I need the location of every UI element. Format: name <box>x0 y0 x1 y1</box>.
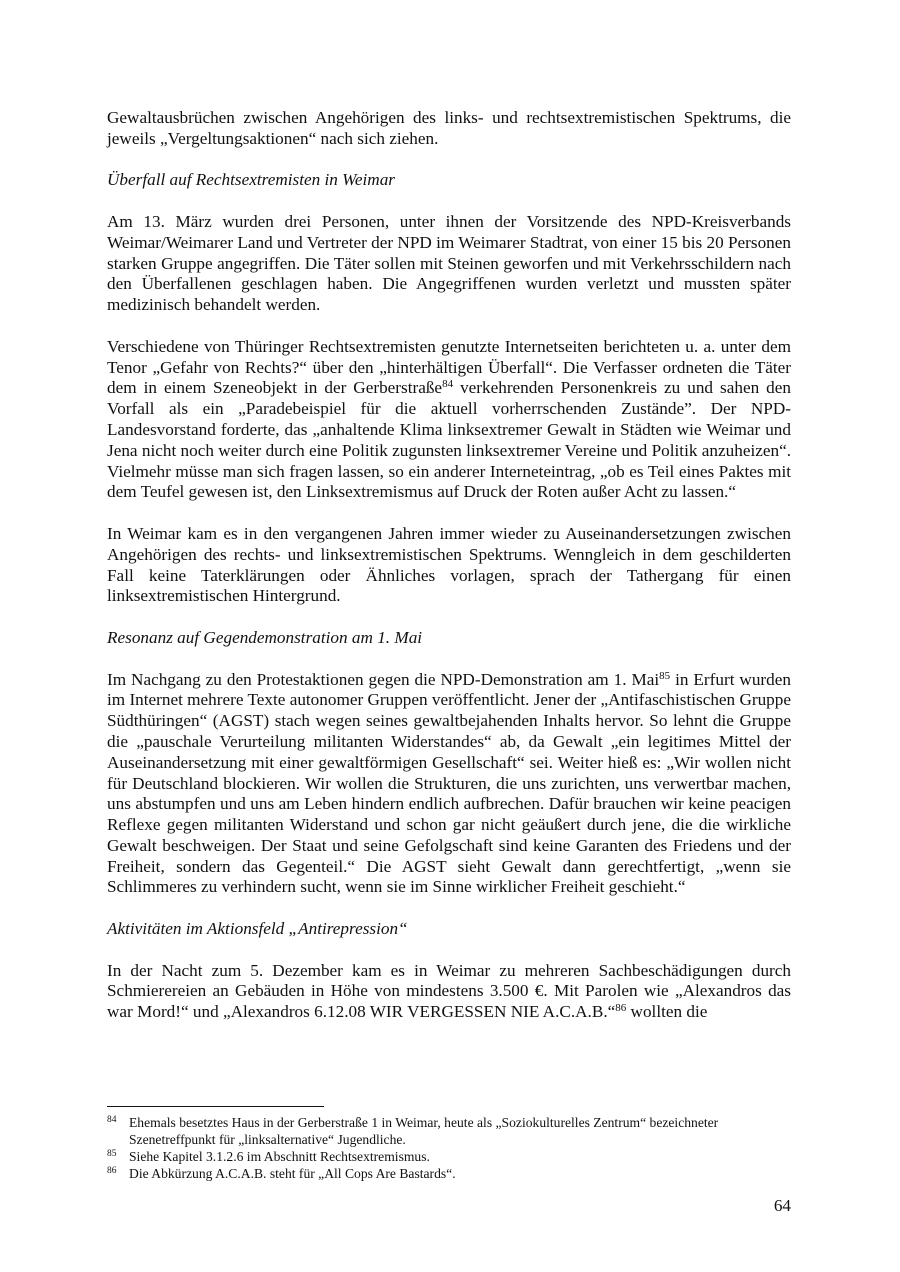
paragraph-property-damage <box>107 961 791 1023</box>
footnote-text: Die Abkürzung A.C.A.B. steht für „All Cops Are Bastards“. <box>129 1166 456 1181</box>
section-heading-resonanz: Resonanz auf Gegendemonstration am 1. Mai <box>107 627 423 647</box>
paragraph-text: In der Nacht zum 5. Dezember kam es in Weimar zu mehreren Sachbeschädigungen durch Schmierereien an Gebäuden in Höhe von mindestens 3.500 €. Mit Parolen wie „Alexandros das war Mord!“ und „Alexandros 6.12.08 WIR VERGESSEN NIE A.C.A.B.“ <box>107 960 791 1022</box>
paragraph-text: verkehrenden Personenkreis zu und sahen den Vorfall als ein „Paradebeispiel für die aktuell vorherrschenden Zustände”. Der NPD-Landesvorstand forderte, das „anhaltende Klima linksextremer Gewalt in Städten wie Weimar und Jena nicht noch weiter durch eine Politik zugunsten linksextremer Vereine und Politik anzuheizen“. Vielmehr müsse man sich fragen lassen, so ein anderer Interneteintrag, „ob es Teil eines Paktes mit dem Teufel gewesen ist, den Linksextremismus auf Druck der Roten außer Acht zu lassen.“ <box>107 378 791 502</box>
footnote-ref-84: 84 <box>442 378 454 391</box>
paragraph-text: Im Nachgang zu den Protestaktionen gegen die NPD-Demonstration am 1. Mai <box>107 669 660 689</box>
footnote-divider <box>107 1106 324 1107</box>
footnote-ref-86: 86 <box>615 1002 627 1015</box>
paragraph-internet-reaction <box>107 337 791 503</box>
footnote-ref-85: 85 <box>659 669 671 682</box>
footnote-text: Ehemals besetztes Haus in der Gerberstraße 1 in Weimar, heute als „Soziokulturelles Zentrum“ bezeichneter Szenetreffpunkt für „linksalternative“ Jugendliche. <box>129 1115 719 1147</box>
paragraph-text: wollten die <box>626 1002 708 1022</box>
paragraph-text: in Erfurt wurden im Internet mehrere Texte autonomer Gruppen veröffentlicht. Jener der „Antifaschistischen Gruppe Südthüringen“ (AGST) stach wegen seines gewaltbejahenden Inhalts hervor. So lehnt die Gruppe die „pauschale Verurteilung militanten Widerstandes“ ab, da Gewalt „ein legitimes Mittel der Auseinandersetzung mit einer gewaltförmigen Gesellschaft“ sei. Weiter hieß es: „Wir wollen nicht für Deutschland blockieren. Wir wollen die Strukturen, die uns zurichten, uns verwertbar machen, uns abstumpfen und uns am Leben hindern endlich aufbrechen. Dafür brauchen wir keine peacigen Reflexe gegen militanten Widerstand und schon gar nicht geäußert durch jene, die die wirkliche Gewalt beschweigen. Der Staat und seine Gefolgschaft sind keine Garanten des Friedens und der Freiheit, sondern das Gegenteil.“ Die AGST sieht Gewalt dann gerechtfertigt, „wenn sie Schlimmeres zu verhindern sucht, wenn sie im Sinne wirklicher Freiheit geschieht.“ <box>107 669 791 897</box>
footnotes <box>107 1114 791 1182</box>
page-number: 64 <box>773 1196 791 1215</box>
paragraph-continuation: Gewaltausbrüchen zwischen Angehörigen des links- und rechtsextremistischen Spektrums, die jeweils „Vergeltungsaktionen“ nach sich ziehen. <box>107 108 791 148</box>
footnote-85 <box>107 1148 791 1165</box>
footnote-number: 85 <box>107 1149 117 1159</box>
body-text <box>107 108 791 1023</box>
section-heading-ueberfall: Überfall auf Rechtsextremisten in Weimar <box>107 170 395 190</box>
section-heading-antirepression: Aktivitäten im Aktionsfeld „Antirepression“ <box>107 919 408 939</box>
footnote-text: Siehe Kapitel 3.1.2.6 im Abschnitt Rechtsextremismus. <box>129 1149 430 1164</box>
paragraph-attack-report: Am 13. März wurden drei Personen, unter ihnen der Vorsitzende des NPD-Kreisverbands Weimar/Weimarer Land und Vertreter der NPD im Weimarer Stadtrat, von einer 15 bis 20 Personen starken Gruppe angegriffen. Die Täter sollen mit Steinen geworfen und mit Verkehrsschildern nach den Überfallenen geschlagen haben. Die Angegriffenen wurden verletzt und mussten später medizinisch behandelt werden. <box>107 211 791 315</box>
paragraph-agst-statement <box>107 670 791 899</box>
footnote-84 <box>107 1114 791 1148</box>
footnote-86 <box>107 1165 791 1182</box>
footnote-number: 86 <box>107 1166 117 1176</box>
footnote-number: 84 <box>107 1115 117 1125</box>
paragraph-text: Verschiedene von Thüringer Rechtsextremisten genutzte Internetseiten berichteten u. a. unter dem Tenor „Gefahr von Rechts?“ über den „hinterhältigen Überfall“. Die Verfasser ordneten die Täter dem in einem Szeneobjekt in der Gerberstraße <box>107 336 791 398</box>
paragraph-weimar-conflicts: In Weimar kam es in den vergangenen Jahren immer wieder zu Auseinandersetzungen zwischen Angehörigen des rechts- und linksextremistischen Spektrums. Wenngleich in dem geschilderten Fall keine Taterklärungen oder Ähnliches vorlagen, sprach der Tathergang für einen linksextremistischen Hintergrund. <box>107 523 791 606</box>
